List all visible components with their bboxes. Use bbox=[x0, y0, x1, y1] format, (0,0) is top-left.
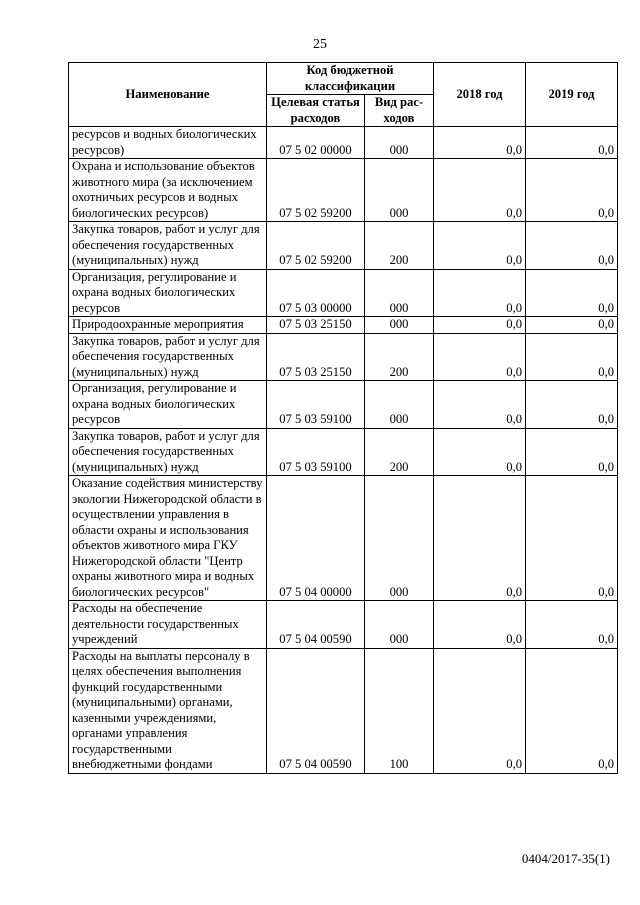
table-row bbox=[69, 317, 618, 334]
row-code: 07 5 02 59200 bbox=[267, 222, 365, 270]
row-2018: 0,0 bbox=[434, 333, 526, 381]
row-name: Охрана и использование объектов животного мира (за исключением охотничьих ресурсов и водных биологических ресурсов) bbox=[69, 159, 267, 222]
row-code: 07 5 03 59100 bbox=[267, 381, 365, 429]
row-kind: 000 bbox=[365, 601, 434, 649]
row-name: Закупка товаров, работ и услуг для обеспечения государственных (муниципальных) нужд bbox=[69, 222, 267, 270]
table-header bbox=[69, 63, 618, 127]
row-2019: 0,0 bbox=[526, 269, 618, 317]
table-row bbox=[69, 127, 618, 159]
table-row bbox=[69, 601, 618, 649]
row-name: Природоохранные мероприятия bbox=[69, 317, 267, 334]
row-name: Оказание содействия министерству экологии Нижегородской области в осуществлении управления в области охраны и использования объектов животного мира ГКУ Нижегородской области "Центр охраны животного мира и водных биологических ресурсов" bbox=[69, 476, 267, 601]
row-kind: 200 bbox=[365, 428, 434, 476]
header-2018: 2018 год bbox=[434, 63, 526, 127]
row-kind: 000 bbox=[365, 159, 434, 222]
table-row bbox=[69, 159, 618, 222]
row-code: 07 5 04 00590 bbox=[267, 648, 365, 773]
row-kind: 000 bbox=[365, 317, 434, 334]
page-number: 25 bbox=[313, 37, 327, 52]
row-2018: 0,0 bbox=[434, 317, 526, 334]
row-2019: 0,0 bbox=[526, 601, 618, 649]
row-2019: 0,0 bbox=[526, 476, 618, 601]
table-row bbox=[69, 333, 618, 381]
row-kind: 000 bbox=[365, 476, 434, 601]
row-code: 07 5 04 00590 bbox=[267, 601, 365, 649]
table-row bbox=[69, 222, 618, 270]
row-2018: 0,0 bbox=[434, 159, 526, 222]
row-2018: 0,0 bbox=[434, 476, 526, 601]
table-row bbox=[69, 381, 618, 429]
row-2018: 0,0 bbox=[434, 269, 526, 317]
row-name: Организация, регулирование и охрана водных биологических ресурсов bbox=[69, 381, 267, 429]
row-code: 07 5 03 25150 bbox=[267, 317, 365, 334]
row-name: Закупка товаров, работ и услуг для обеспечения государственных (муниципальных) нужд bbox=[69, 333, 267, 381]
row-2019: 0,0 bbox=[526, 648, 618, 773]
row-2019: 0,0 bbox=[526, 159, 618, 222]
row-2019: 0,0 bbox=[526, 127, 618, 159]
row-kind: 000 bbox=[365, 381, 434, 429]
row-code: 07 5 04 00000 bbox=[267, 476, 365, 601]
row-code: 07 5 03 00000 bbox=[267, 269, 365, 317]
header-name: Наименование bbox=[69, 63, 267, 127]
row-2018: 0,0 bbox=[434, 428, 526, 476]
row-code: 07 5 02 00000 bbox=[267, 127, 365, 159]
row-kind: 000 bbox=[365, 269, 434, 317]
row-code: 07 5 03 59100 bbox=[267, 428, 365, 476]
row-2018: 0,0 bbox=[434, 601, 526, 649]
row-2019: 0,0 bbox=[526, 333, 618, 381]
row-kind: 100 bbox=[365, 648, 434, 773]
table-row bbox=[69, 269, 618, 317]
row-kind: 200 bbox=[365, 333, 434, 381]
row-2019: 0,0 bbox=[526, 428, 618, 476]
row-name: ресурсов и водных биологических ресурсов) bbox=[69, 127, 267, 159]
header-expense-type: Вид рас-ходов bbox=[365, 95, 434, 127]
row-code: 07 5 02 59200 bbox=[267, 159, 365, 222]
row-2018: 0,0 bbox=[434, 222, 526, 270]
table-row bbox=[69, 428, 618, 476]
row-2019: 0,0 bbox=[526, 222, 618, 270]
document-code: 0404/2017-35(1) bbox=[521, 851, 610, 866]
row-name: Организация, регулирование и охрана водных биологических ресурсов bbox=[69, 269, 267, 317]
table-row bbox=[69, 648, 618, 773]
table-row bbox=[69, 476, 618, 601]
row-2018: 0,0 bbox=[434, 648, 526, 773]
row-name: Расходы на выплаты персоналу в целях обеспечения выполнения функций государственными (муниципальными) органами, казенными учреждениями, органами управления государственными внебюджетными фондами bbox=[69, 648, 267, 773]
row-2018: 0,0 bbox=[434, 381, 526, 429]
budget-table bbox=[68, 62, 618, 774]
row-2019: 0,0 bbox=[526, 317, 618, 334]
row-name: Расходы на обеспечение деятельности государственных учреждений bbox=[69, 601, 267, 649]
row-name: Закупка товаров, работ и услуг для обеспечения государственных (муниципальных) нужд bbox=[69, 428, 267, 476]
row-kind: 200 bbox=[365, 222, 434, 270]
header-target-article: Целевая статья расходов bbox=[267, 95, 365, 127]
header-budget-code: Код бюджетной классификации bbox=[267, 63, 434, 95]
row-kind: 000 bbox=[365, 127, 434, 159]
header-2019: 2019 год bbox=[526, 63, 618, 127]
table-body bbox=[69, 127, 618, 774]
row-2019: 0,0 bbox=[526, 381, 618, 429]
row-2018: 0,0 bbox=[434, 127, 526, 159]
row-code: 07 5 03 25150 bbox=[267, 333, 365, 381]
